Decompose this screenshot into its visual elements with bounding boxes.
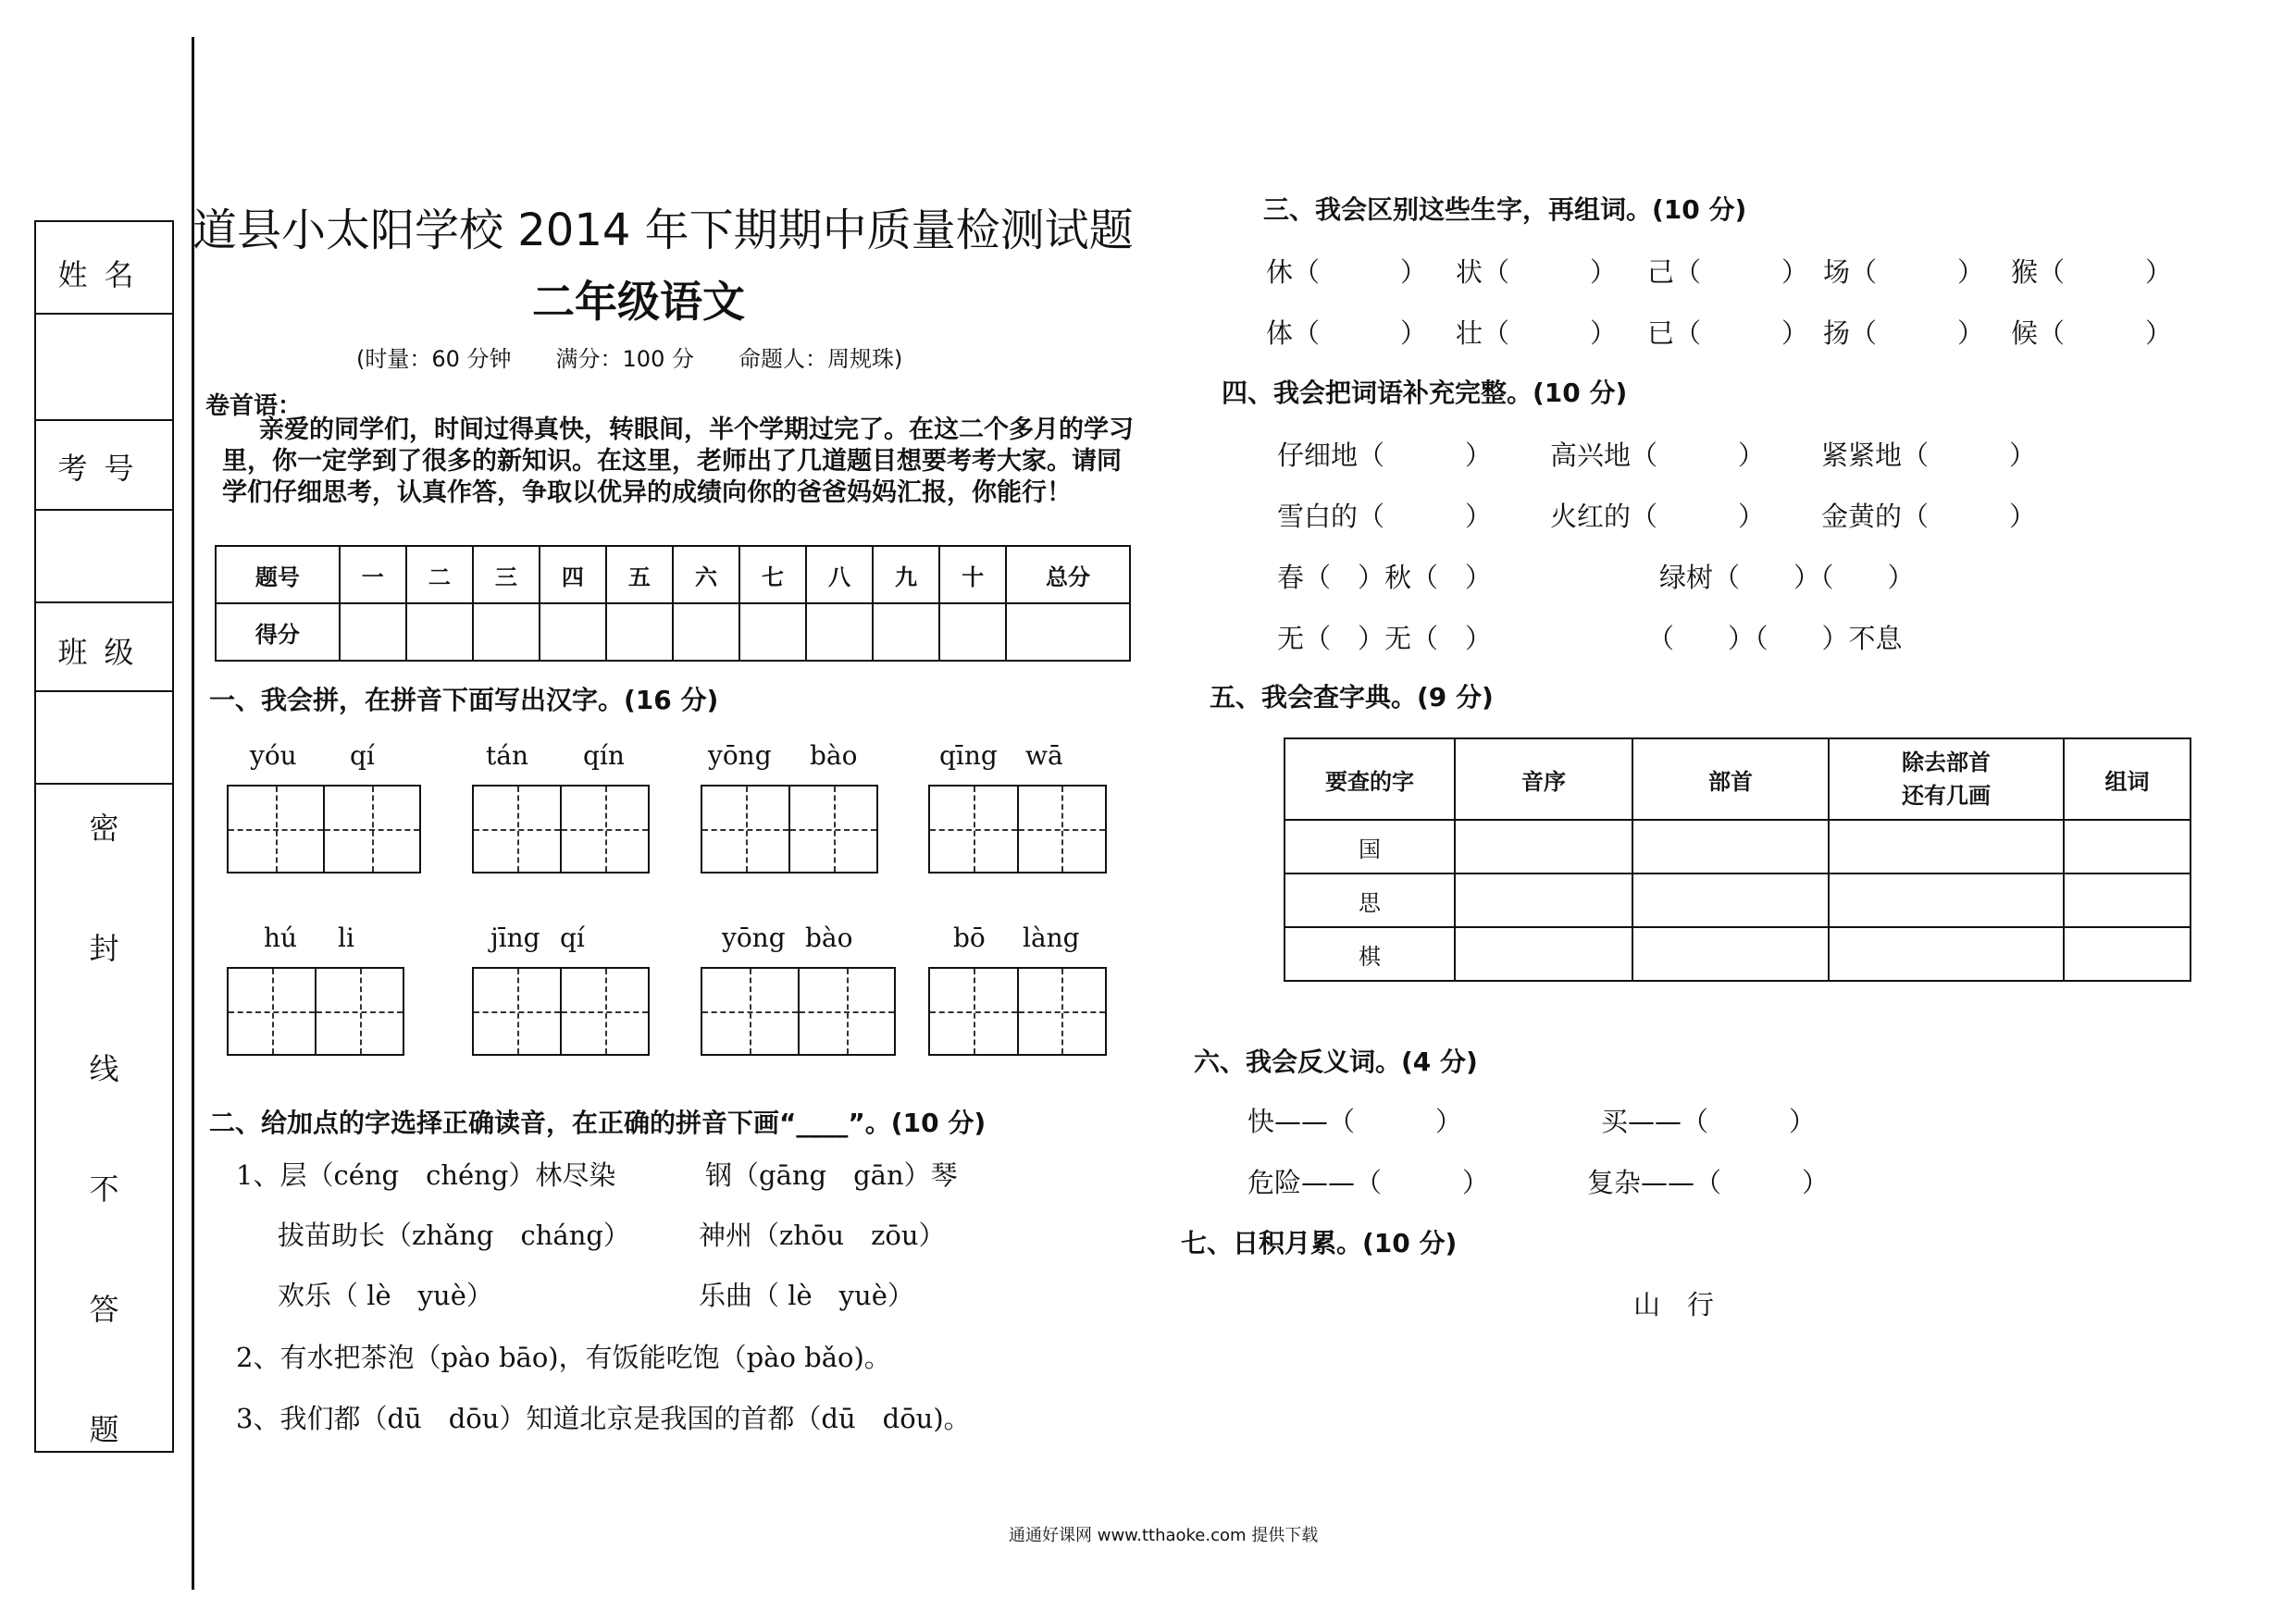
pinyin: tán [486,740,528,771]
section1-title: 一、我会拼，在拼音下面写出汉字。(16 分) [209,685,719,715]
dict-header: 组词 [2064,738,2191,820]
score-header: 三 [473,546,540,603]
section2-line: 2、有水把茶泡（pào bāo)，有饭能吃饱（pào bǎo)。 [236,1342,891,1373]
dict-cell[interactable] [1829,873,2064,927]
pinyin: qīng [939,740,998,771]
score-header: 九 [873,546,939,603]
exam-no-label: 考号 [57,451,151,486]
pinyin: li [338,923,354,953]
pinyin: qí [560,923,585,953]
section4-title: 四、我会把词语补充完整。(10 分) [1222,378,1628,408]
foreword-title: 卷首语： [205,392,303,420]
pinyin: yóu [250,740,297,771]
dictionary-table [1284,737,2191,982]
exam-meta: (时量：60 分钟 满分：100 分 命题人：周规珠) [356,346,903,372]
pinyin: wā [1025,740,1063,771]
score-header: 七 [739,546,806,603]
seal-char: 题 [89,1412,119,1447]
tianzige-box[interactable] [472,785,650,873]
dict-cell[interactable] [1829,820,2064,873]
section5-title: 五、我会查字典。(9 分) [1210,682,1494,712]
pinyin: hú [264,923,298,953]
name-field[interactable] [36,315,172,421]
pinyin: yōng [708,740,772,771]
pinyin: qí [350,740,375,771]
section4-item: 雪白的（ ） [1277,501,1493,532]
section4-item: 无（ ）无（ ） [1277,623,1493,654]
section3-item: 状（ ） [1456,256,1618,288]
class-label: 班级 [57,635,151,670]
pinyin: bào [810,740,858,771]
dict-cell[interactable] [1455,820,1632,873]
section2-line: 拔苗助长（zhǎng cháng） [278,1220,630,1251]
score-header: 一 [340,546,406,603]
pinyin: yōng [722,923,786,953]
class-field[interactable] [36,692,172,785]
exam-title: 道县小太阳学校 2014 年下期期中质量检测试题 [192,204,1134,256]
dict-cell[interactable] [2064,873,2191,927]
section4-item: 火红的（ ） [1550,501,1766,532]
score-header: 题号 [216,546,340,603]
dict-char: 棋 [1285,927,1455,981]
dict-char: 思 [1285,873,1455,927]
score-cell[interactable] [1006,603,1130,661]
score-cell[interactable] [606,603,673,661]
section2-line: 钢（gāng gān）琴 [705,1159,958,1191]
seal-char: 不 [89,1171,119,1207]
dict-cell[interactable] [1455,927,1632,981]
section3-item: 己（ ） [1647,256,1809,288]
section2-title: 二、给加点的字选择正确读音，在正确的拼音下画“____”。(10 分) [209,1108,987,1138]
score-cell[interactable] [806,603,873,661]
score-cell[interactable] [739,603,806,661]
score-cell[interactable] [406,603,473,661]
section2-line: 神州（zhōu zōu） [699,1220,946,1251]
score-cell[interactable] [873,603,939,661]
score-header: 十 [939,546,1006,603]
section4-item: 紧紧地（ ） [1821,440,2037,471]
section3-item: 候（ ） [2011,317,2173,349]
exam-no-field[interactable] [36,511,172,603]
dict-char: 国 [1285,820,1455,873]
score-header: 八 [806,546,873,603]
pinyin: làng [1023,923,1080,953]
footer-note: 通通好课网 www.tthaoke.com 提供下载 [1009,1526,1319,1545]
score-header: 四 [540,546,606,603]
section6-title: 六、我会反义词。(4 分) [1194,1047,1478,1077]
section3-item: 休（ ） [1266,256,1428,288]
dict-cell[interactable] [2064,820,2191,873]
dict-cell[interactable] [1632,927,1829,981]
poem-title: 山 行 [1633,1289,1715,1320]
student-info-strip [34,220,174,1453]
section3-item: 扬（ ） [1823,317,1985,349]
seal-char: 线 [89,1051,119,1086]
score-cell[interactable] [673,603,739,661]
section4-item: （ ）（ ）不息 [1647,623,1903,654]
seal-char: 答 [89,1292,119,1327]
score-header: 五 [606,546,673,603]
tianzige-box[interactable] [227,967,404,1056]
section3-item: 猴（ ） [2011,256,2173,288]
dict-cell[interactable] [1632,820,1829,873]
name-label-cell [36,222,172,315]
section2-line: 3、我们都（dū dōu）知道北京是我国的首都（dū dōu)。 [236,1403,971,1434]
section3-item: 场（ ） [1823,256,1985,288]
dict-cell[interactable] [1455,873,1632,927]
antonym-item: 快——（ ） [1247,1106,1463,1137]
tianzige-box[interactable] [227,785,421,873]
dict-cell[interactable] [2064,927,2191,981]
antonym-item: 复杂——（ ） [1587,1167,1830,1198]
exam-no-label-cell [36,421,172,511]
name-label: 姓名 [57,257,151,292]
section4-item: 绿树（ ）（ ） [1659,562,1915,593]
section3-title: 三、我会区别这些生字，再组词。(10 分) [1263,194,1747,225]
score-header: 总分 [1006,546,1130,603]
dict-header: 除去部首 还有几画 [1829,738,2064,820]
antonym-item: 买——（ ） [1601,1106,1817,1137]
tianzige-box[interactable] [928,785,1107,873]
score-table [215,545,1131,662]
binding-line [192,37,194,1590]
section3-item: 体（ ） [1266,317,1428,349]
score-row-label: 得分 [216,603,340,661]
exam-subject: 二年级语文 [532,277,745,327]
dict-cell[interactable] [1632,873,1829,927]
section4-item: 仔细地（ ） [1277,440,1493,471]
tianzige-box[interactable] [701,785,878,873]
dict-header: 部首 [1632,738,1829,820]
dict-header: 音序 [1455,738,1632,820]
section4-item: 高兴地（ ） [1550,440,1766,471]
score-cell[interactable] [540,603,606,661]
pinyin: jīng [490,923,540,953]
seal-char: 密 [89,811,119,846]
section7-title: 七、日积月累。(10 分) [1181,1228,1458,1258]
section3-item: 壮（ ） [1456,317,1618,349]
score-header: 六 [673,546,739,603]
score-cell[interactable] [340,603,406,661]
score-header: 二 [406,546,473,603]
tianzige-box[interactable] [472,967,650,1056]
section4-item: 春（ ）秋（ ） [1277,562,1493,593]
seal-char: 封 [89,931,119,966]
dict-cell[interactable] [1829,927,2064,981]
section2-line: 欢乐（ lè yuè） [278,1280,493,1311]
section4-item: 金黄的（ ） [1821,501,2037,532]
antonym-item: 危险——（ ） [1247,1167,1490,1198]
tianzige-box[interactable] [701,967,896,1056]
score-cell[interactable] [473,603,540,661]
foreword-text: 亲爱的同学们，时间过得真快，转眼间，半个学期过完了。在这二个多月的学习里，你一定学到了很多的新知识。在这里，老师出了几道题目想要考考大家。请同学们仔细思考，认真作答，争取以优异的成绩向你的爸爸妈妈汇报，你能行！ [222,415,1134,507]
section3-item: 已（ ） [1647,317,1809,349]
pinyin: bō [953,923,986,953]
pinyin: qín [583,740,625,771]
pinyin: bào [805,923,853,953]
section2-line: 乐曲（ lè yuè） [699,1280,914,1311]
score-cell[interactable] [939,603,1006,661]
section2-line: 1、层（céng chéng）林尽染 [236,1159,616,1191]
dict-header: 要查的字 [1285,738,1455,820]
class-label-cell [36,603,172,692]
tianzige-box[interactable] [928,967,1107,1056]
